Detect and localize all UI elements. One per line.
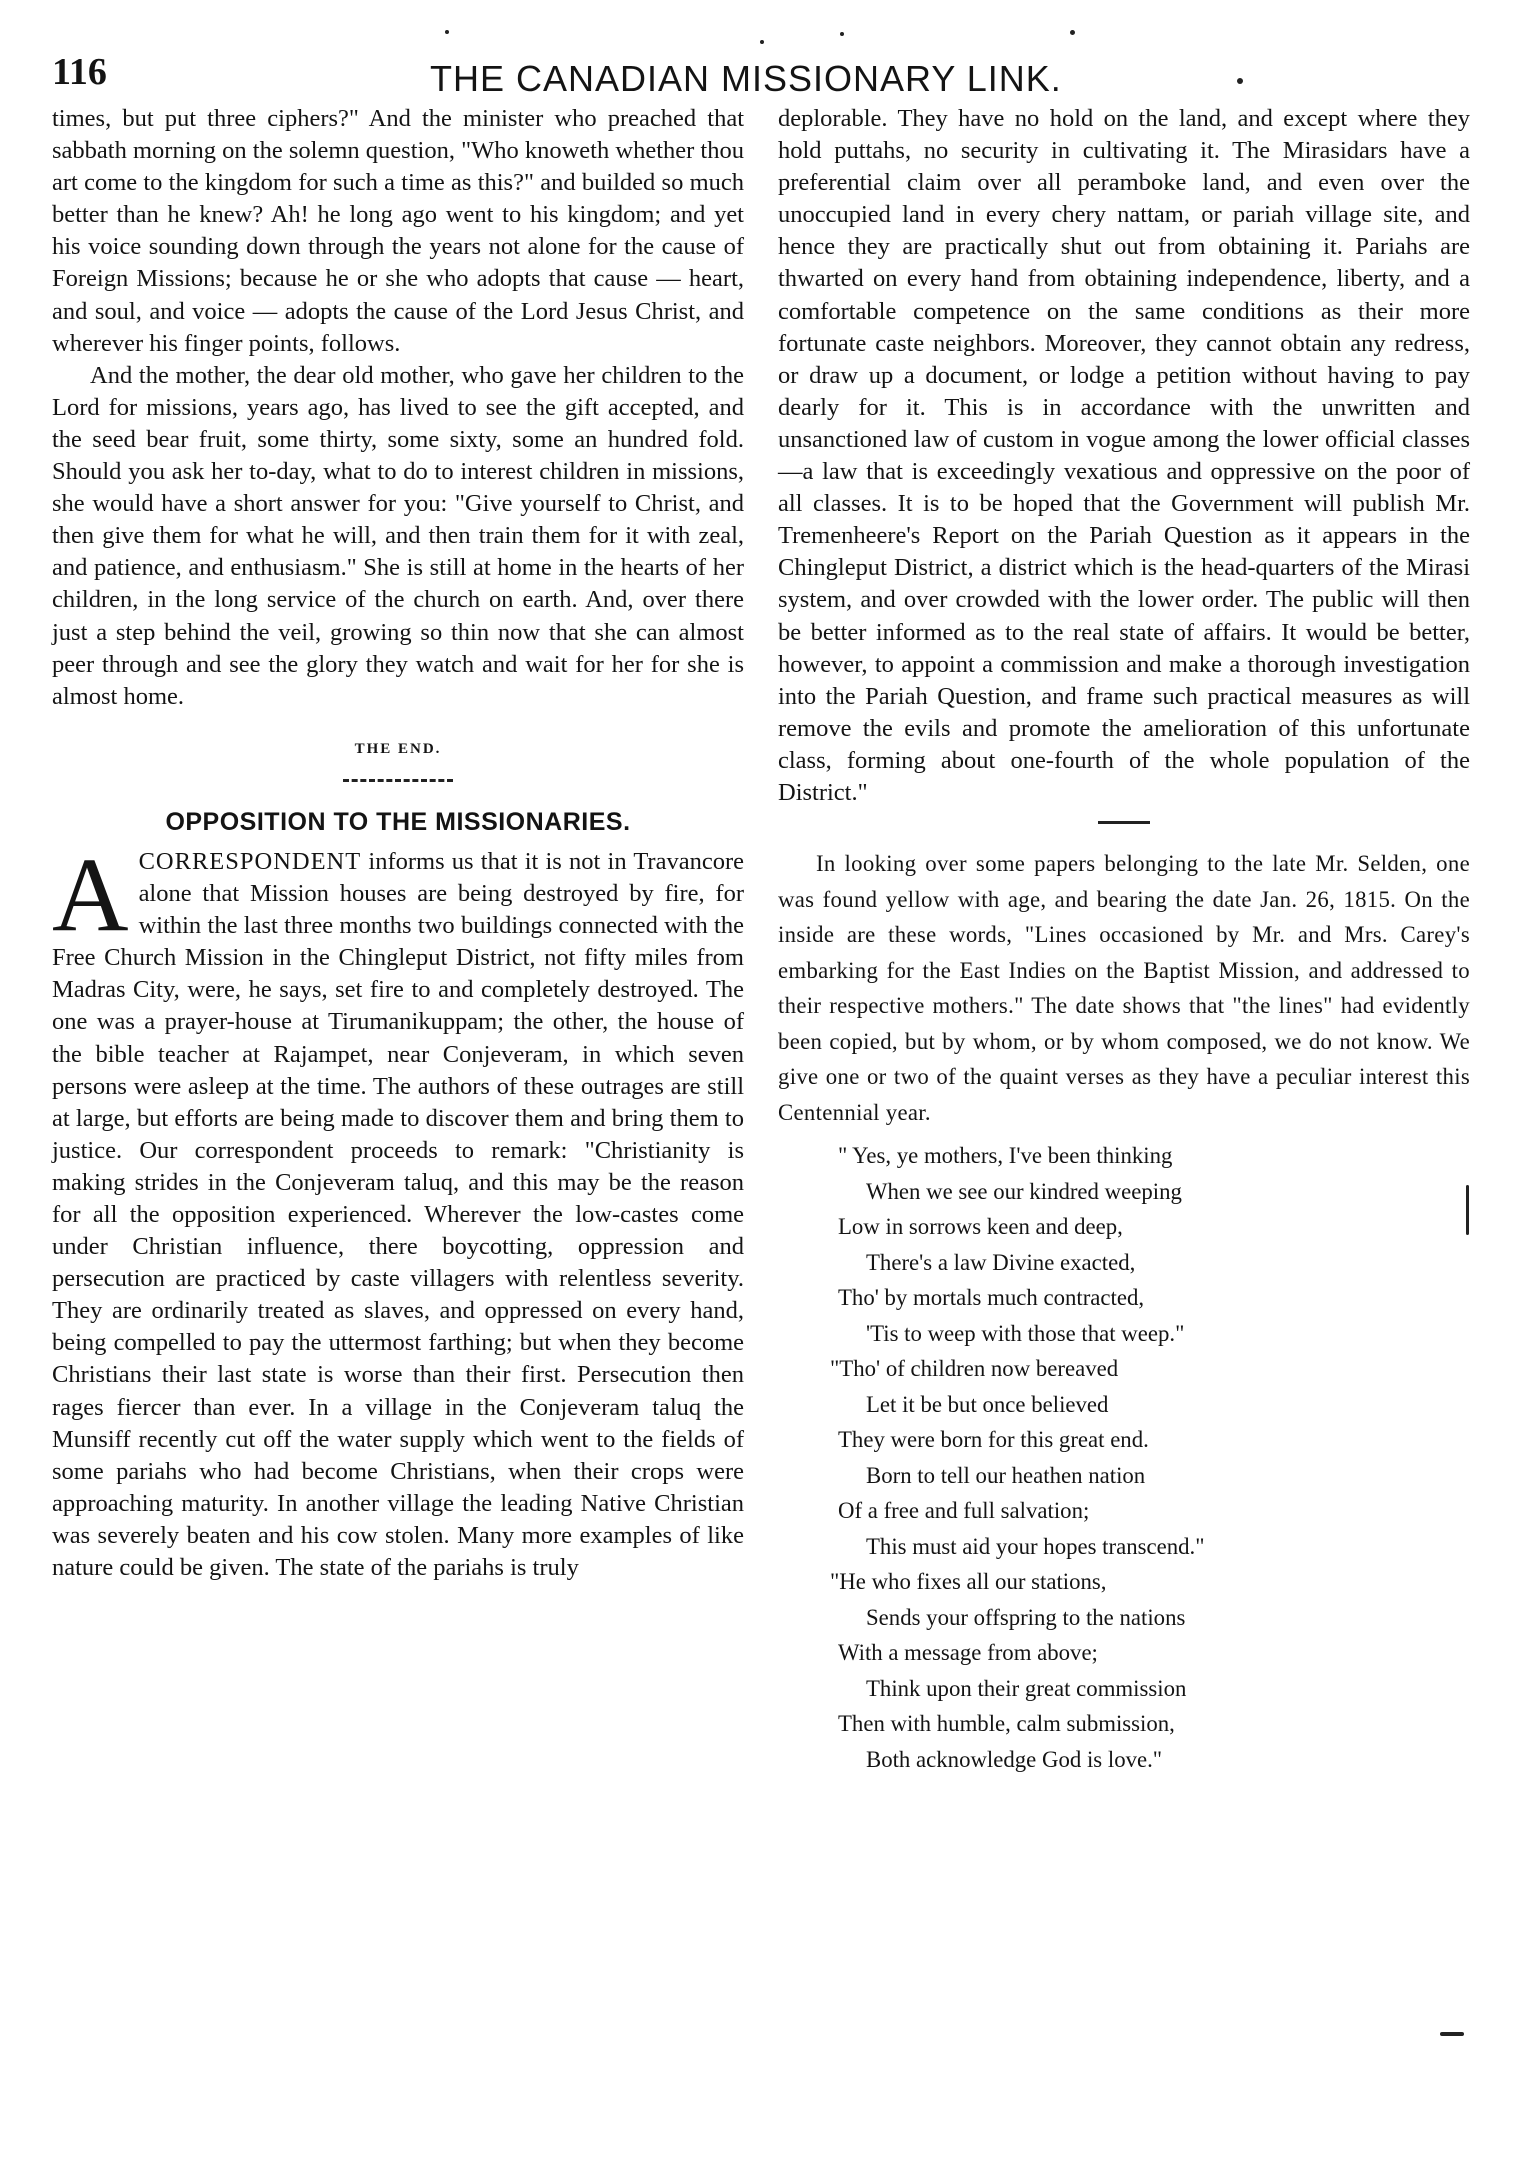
paragraph: deplorable. They have no hold on the land, and except where they hold puttahs, no security in cultivating it. The Mirasidars have a preferential claim over all peramboke land, and even over the unoccupied land in every chery nattam, or pariah village site, and hence they are practically shut out from obtaining it. Pariahs are thwarted on every hand from obtaining independence, liberty, and a comfortable competence on the same conditions as their more fortunate caste neighbors. Moreover, they cannot obtain any redress, or draw up a document, or lodge a petition without having to pay dearly for it. This is in accordance with the unwritten and unsanctioned law of custom in vogue among the lower official classes—a law that is exceedingly vexatious and oppressive on the poor of all classes. It is to be hoped that the Government will publish Mr. Tremenheere's Report on the Pariah Question as it appears in the Chingleput District, a district which is the head-quarters of the Mirasi system, and over crowded with the lower order. The public will then be better informed as to the real state of affairs. It would be better, however, to appoint a commission and make a thorough investigation into the Pariah Question, and frame such practical measures as will remove the evils and promote the amelioration of this unfortunate class, forming about one-fourth of the whole population of the District." — [778, 105, 1470, 806]
poem-line: This must aid your hopes transcend." — [866, 1533, 1205, 1559]
page-number: 116 — [52, 51, 107, 93]
ink-speck — [1237, 78, 1243, 84]
poem-line: They were born for this great end. — [838, 1427, 1149, 1453]
poem-line: "Tho' of children now bereaved — [830, 1356, 1119, 1382]
ink-speck — [1070, 30, 1075, 35]
poem — [778, 1138, 1470, 1777]
end-mark: THE END. — [354, 740, 442, 757]
poem-line: Born to tell our heathen nation — [866, 1462, 1146, 1488]
poem-line: Low in sorrows keen and deep, — [838, 1214, 1123, 1240]
section-divider — [1098, 821, 1150, 824]
poem-line: Of a free and full salvation; — [838, 1498, 1090, 1524]
article-body — [52, 835, 744, 1584]
poem-line: Then with humble, calm submission, — [838, 1711, 1175, 1737]
poem-line: "He who fixes all our stations, — [830, 1569, 1107, 1595]
paragraph: And the mother, the dear old mother, who gave her children to the Lord for missions, years ago, has lived to see the gift accepted, and the seed bear fruit, some thirty, some sixty, some an hundred fold. Should you ask her to-day, what to do to interest children in missions, she would have a short answer for you: "Give yourself to Christ, and then give them for what he will, and then train them for it with zeal, and patience, and enthusiasm." She is still at home in the hearts of her children, in the long service of the church on earth. And, over there just a step behind the veil, growing so thin now that she can almost peer through and see the glory they watch and wait for her for she is almost home. — [52, 361, 744, 710]
poem-line: With a message from above; — [838, 1640, 1098, 1666]
poem-line: Both acknowledge God is love." — [866, 1746, 1163, 1772]
right-column — [778, 103, 1470, 1777]
ink-speck — [760, 40, 764, 44]
poem-line: Sends your offspring to the nations — [866, 1604, 1186, 1630]
poem-line: Let it be but once believed — [866, 1391, 1109, 1417]
drop-cap: A — [52, 835, 129, 953]
poem-line: Think upon their great commission — [866, 1675, 1187, 1701]
note-paragraph: In looking over some papers belonging to the late Mr. Selden, one was found yellow with age, and bearing the date Jan. 26, 1815. On the inside are these words, "Lines occasioned by Mr. and Mrs. Carey's embarking for the East Indies on the Baptist Mission, and addressed to their respective mothers." The date shows that "the lines" had evidently been copied, but by whom, or by whom composed, we do not know. We give one or two of the quaint verses as they have a peculiar interest this Centennial year. — [778, 851, 1470, 1125]
poem-stanza — [778, 1564, 1470, 1777]
left-column — [52, 103, 744, 1584]
poem-line: 'Tis to weep with those that weep." — [866, 1320, 1185, 1346]
poem-stanza — [778, 1351, 1470, 1564]
margin-mark — [1466, 1185, 1469, 1235]
article-title: OPPOSITION TO THE MISSIONARIES. — [165, 807, 631, 836]
margin-mark — [1440, 2032, 1464, 2036]
running-head: THE CANADIAN MISSIONARY LINK. — [430, 58, 1062, 99]
poem-line: " Yes, ye mothers, I've been thinking — [838, 1143, 1173, 1169]
poem-line: There's a law Divine exacted, — [866, 1249, 1136, 1275]
poem-line: When we see our kindred weeping — [866, 1178, 1182, 1204]
lead-words: CORRESPONDENT — [138, 847, 362, 875]
ink-speck — [840, 32, 844, 36]
section-divider — [343, 779, 453, 782]
poem-stanza — [778, 1138, 1470, 1351]
paragraph: informs us that it is not in Travancore alone that Mission houses are being destroyed by fire, for within the last three months two buildings connected with the Free Church Mission in the Chingleput District, not fifty miles from Madras City, were, he says, set fire to and completely destroyed. The one was a prayer-house at Tirumanikuppam; the other, the house of the bible teacher at Rajampet, near Conjeveram, in which seven persons were asleep at the time. The authors of these outrages are still at large, but efforts are being made to discover them and bring them to justice. Our correspondent proceeds to remark: "Christianity is making strides in the Conjeveram taluq, and this may be the reason for all the opposition experienced. Wherever the low-castes come under Christian influence, there boycotting, oppression and persecution are practiced by caste villagers with relentless severity. They are ordinarily treated as slaves, and oppressed on every hand, being compelled to pay the uttermost farthing; but when they become Christians their last state is worse than their first. Persecution then rages fiercer than ever. In a village in the Conjeveram taluq the Munsiff recently cut off the water supply which went to the fields of some pariahs who had become Christians, when their crops were approaching maturity. In another village the leading Native Christian was severely beaten and his cow stolen. Many more examples of like nature could be given. The state of the pariahs is truly — [52, 847, 744, 1582]
paragraph: times, but put three ciphers?" And the minister who preached that sabbath morning on the solemn question, "Who knoweth whether thou art come to the kingdom for such a time as this?" and builded so much better than he knew? Ah! he long ago went to his kingdom; and yet his voice sounding down through the years not alone for the cause of Foreign Missions; because he or she who adopts that cause — heart, and soul, and voice — adopts the cause of the Lord Jesus Christ, and wherever his finger points, follows. — [52, 105, 744, 357]
poem-line: Tho' by mortals much contracted, — [838, 1285, 1145, 1311]
ink-speck — [445, 30, 449, 34]
